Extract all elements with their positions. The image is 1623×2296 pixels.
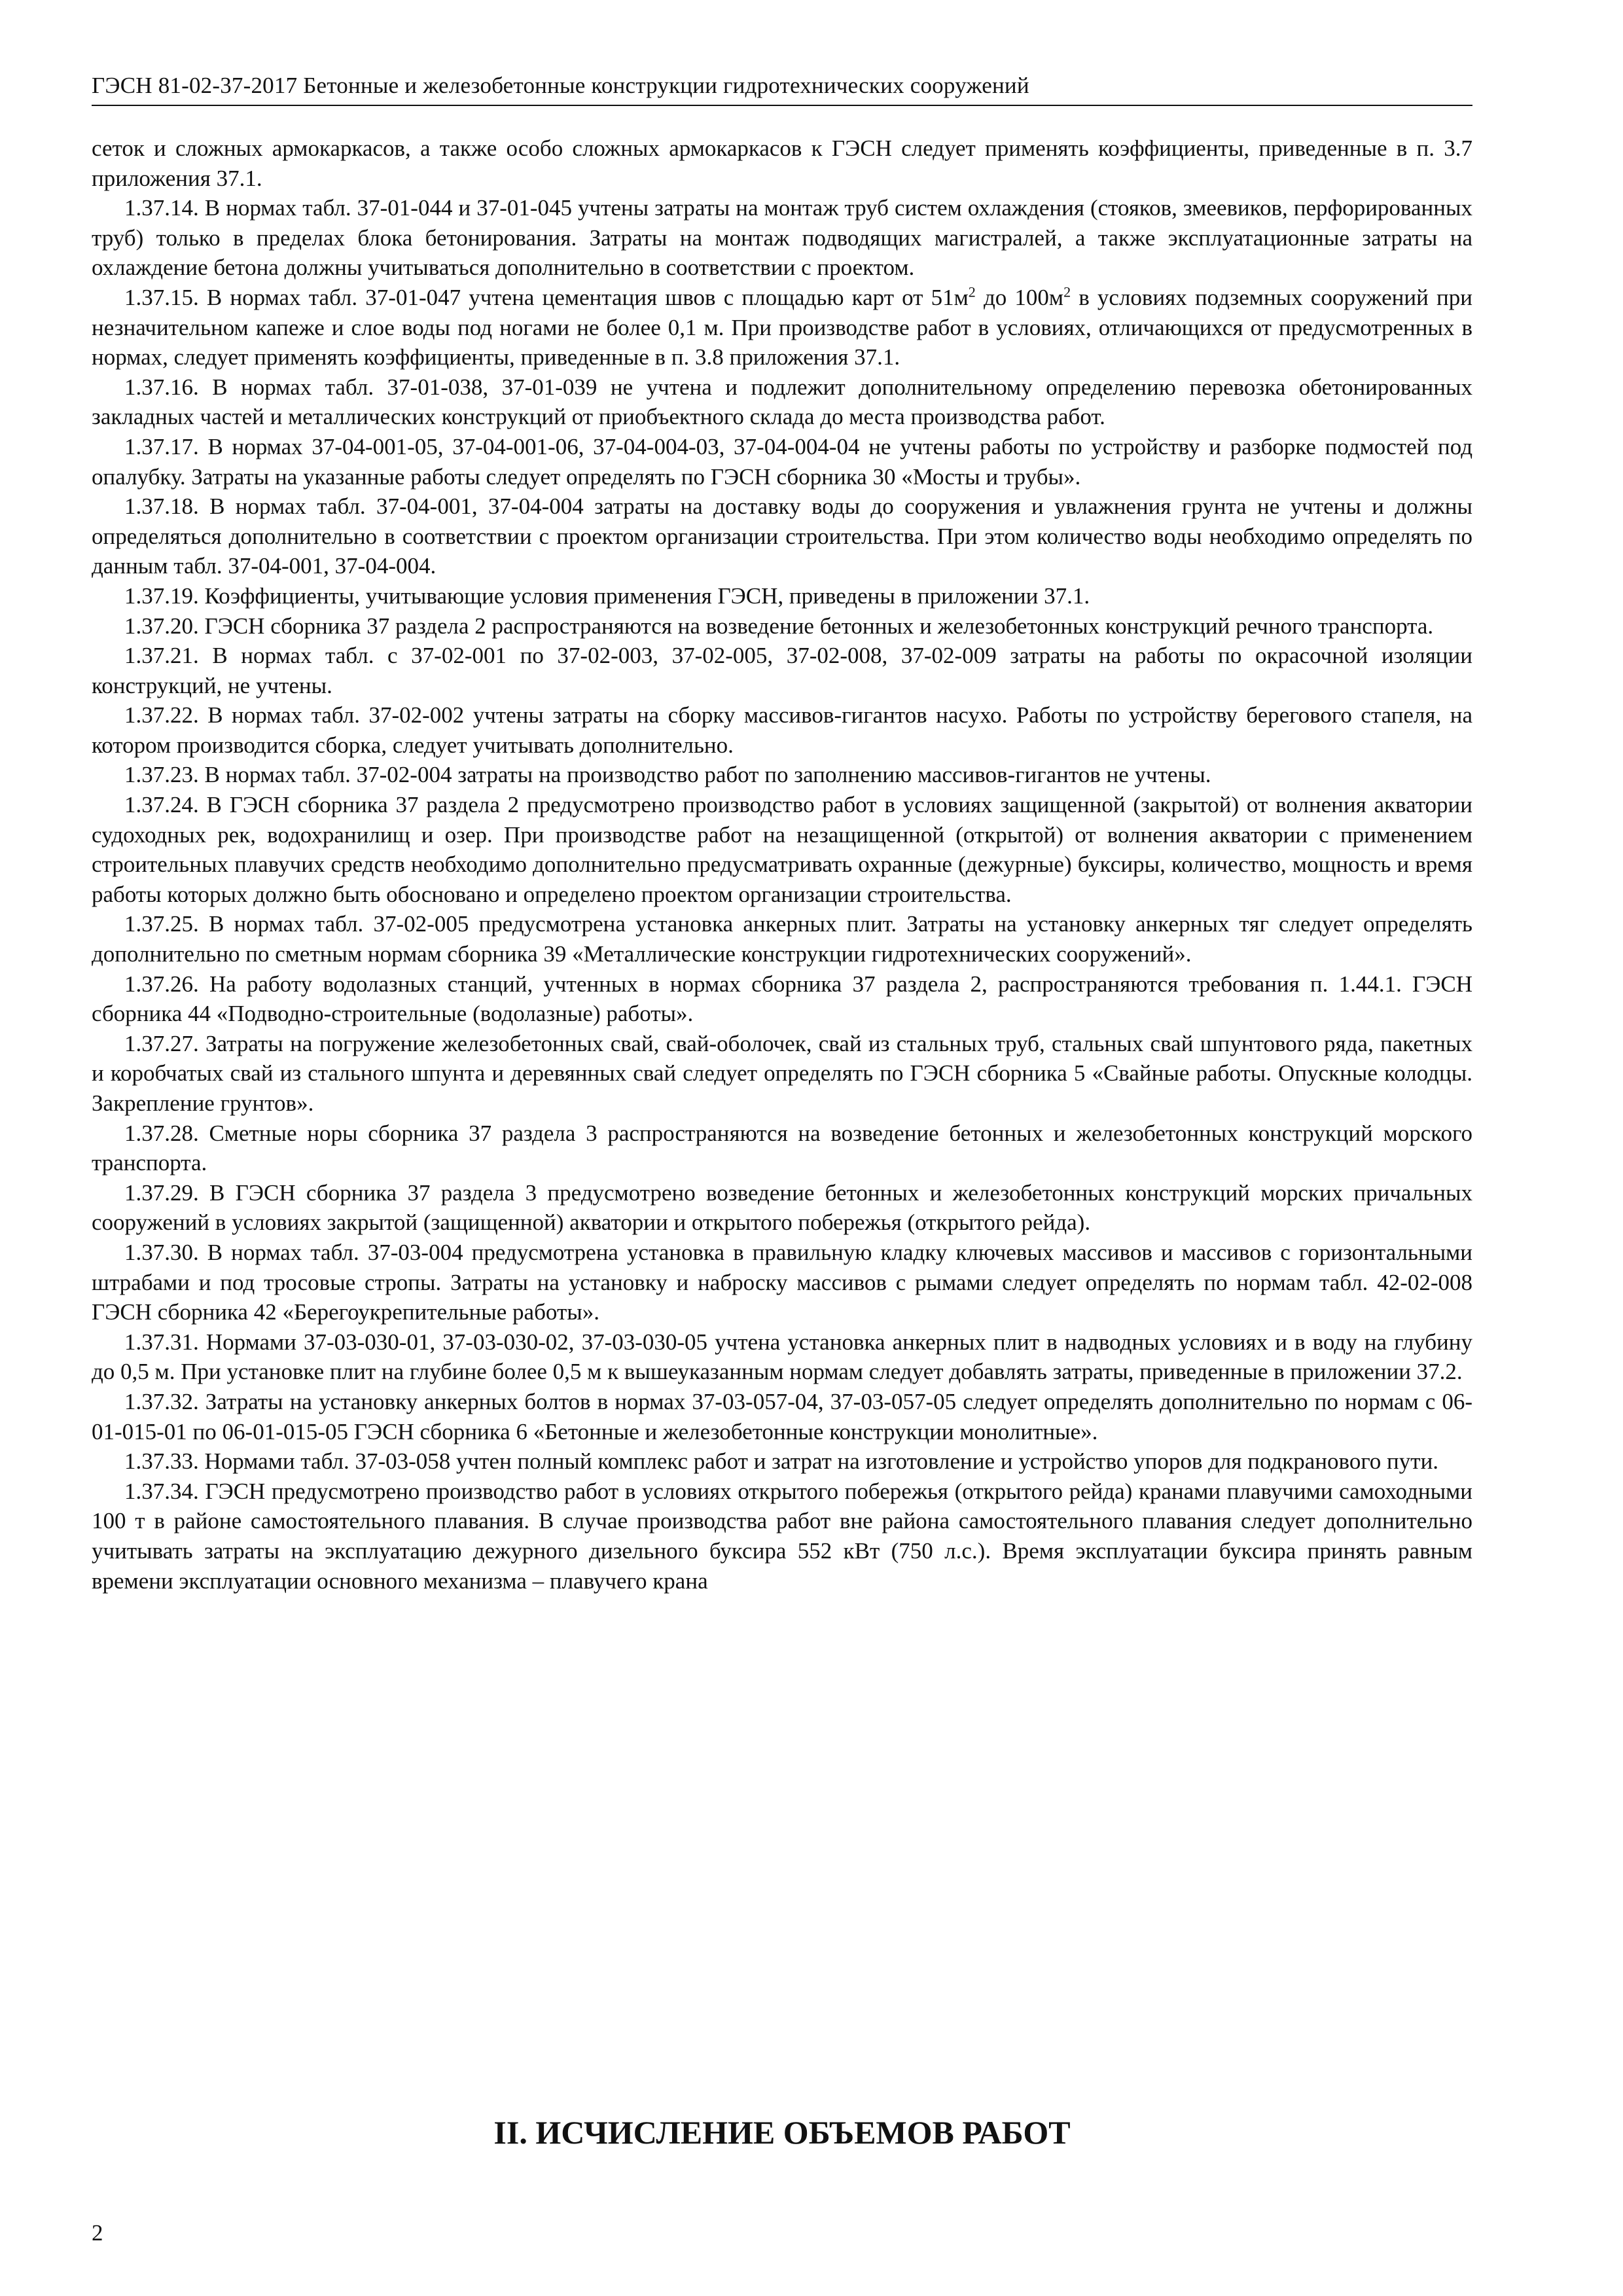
p15-text-a: 1.37.15. В нормах табл. 37-01-047 учтена цементация швов с площадью карт от 51м (124, 284, 969, 310)
page-number: 2 (92, 2220, 103, 2246)
paragraph-1-37-16: 1.37.16. В нормах табл. 37-01-038, 37-01-039 не учтена и подлежит дополнительному определению перевозка обетонированных закладных частей и металлических конструкций от приобъектного склада до места производства работ. (92, 374, 1472, 430)
paragraph-1-37-32: 1.37.32. Затраты на установку анкерных болтов в нормах 37-03-057-04, 37-03-057-05 следует определять дополнительно по нормам с 06-01-015-01 по 06-01-015-05 ГЭСН сборника 6 «Бетонные и железобетонные конструкции монолитные». (92, 1388, 1472, 1444)
p15-text-c: в условиях подземных сооружений при незначительном капеже и слое воды под ногами не более 0,1 м. При производстве работ в условиях, отличающихся от предусмотренных в нормах, следует применять коэффициенты, приведенные в п. 3.8 приложения 37.1. (92, 284, 1472, 370)
paragraph-1-37-17: 1.37.17. В нормах 37-04-001-05, 37-04-001-06, 37-04-004-03, 37-04-004-04 не учтены работы по устройству и разборке подмостей под опалубку. Затраты на указанные работы следует определять по ГЭСН сборника 30 «Мосты и трубы». (92, 433, 1472, 490)
body-text (92, 134, 1472, 1596)
paragraph-1-37-29: 1.37.29. В ГЭСН сборника 37 раздела 3 предусмотрено возведение бетонных и железобетонных конструкций морских причальных сооружений в условиях закрытой (защищенной) акватории и открытого побережья (открытого рейда). (92, 1179, 1472, 1236)
section-title: II. ИСЧИСЛЕНИЕ ОБЪЕМОВ РАБОТ (493, 2114, 1071, 2151)
paragraph-1-37-25: 1.37.25. В нормах табл. 37-02-005 предусмотрена установка анкерных плит. Затраты на установку анкерных тяг следует определять дополнительно по сметным нормам сборника 39 «Металлические конструкции гидротехнических сооружений». (92, 911, 1472, 967)
paragraph-1-37-27: 1.37.27. Затраты на погружение железобетонных свай, свай-оболочек, свай из стальных труб, стальных свай шпунтового ряда, пакетных и коробчатых свай из стального шпунта и деревянных свай следует определять по ГЭСН сборника 5 «Свайные работы. Опускные колодцы. Закрепление грунтов». (92, 1030, 1472, 1116)
running-header: ГЭСН 81-02-37-2017 Бетонные и железобетонные конструкции гидротехнических сооружений (92, 71, 1472, 106)
paragraph-1-37-22: 1.37.22. В нормах табл. 37-02-002 учтены затраты на сборку массивов-гигантов насухо. Работы по устройству берегового стапеля, на котором производится сборка, следует учитывать дополнительно. (92, 702, 1472, 758)
paragraph-1-37-14: 1.37.14. В нормах табл. 37-01-044 и 37-01-045 учтены затраты на монтаж труб систем охлаждения (стояков, змеевиков, перфорированных труб) только в пределах блока бетонирования. Затраты на монтаж подводящих магистралей, а также эксплуатационные затраты на охлаждение бетона должны учитываться дополнительно в соответствии с проектом. (92, 195, 1472, 281)
paragraph-1-37-15 (92, 283, 1472, 372)
p15-text-b: до 100м (975, 284, 1064, 310)
paragraph-1-37-20: 1.37.20. ГЭСН сборника 37 раздела 2 распространяются на возведение бетонных и железобетонных конструкций речного транспорта. (124, 613, 1434, 639)
paragraph-1-37-31: 1.37.31. Нормами 37-03-030-01, 37-03-030-02, 37-03-030-05 учтена установка анкерных плит в надводных условиях и в воду на глубину до 0,5 м. При установке плит на глубине более 0,5 м к вышеуказанным нормам следует добавлять затраты, приведенные в приложении 37.2. (92, 1329, 1472, 1385)
paragraph-1-37-21: 1.37.21. В нормах табл. с 37-02-001 по 37-02-003, 37-02-005, 37-02-008, 37-02-009 затраты на работы по окрасочной изоляции конструкций, не учтены. (92, 643, 1472, 698)
paragraph-continuation: сеток и сложных армокаркасов, а также особо сложных армокаркасов к ГЭСН следует применять коэффициенты, приведенные в п. 3.7 приложения 37.1. (92, 135, 1472, 191)
p15-sup-1: 2 (968, 283, 976, 300)
paragraph-1-37-24: 1.37.24. В ГЭСН сборника 37 раздела 2 предусмотрено производство работ в условиях защищенной (закрытой) от волнения акватории судоходных рек, водохранилищ и озер. При производстве работ на незащищенной (открытой) от волнения акватории с применением строительных плавучих средств необходимо дополнительно предусматривать охранные (дежурные) буксиры, количество, мощность и время работы которых должно быть обосновано и определено проектом организации строительства. (92, 792, 1472, 907)
paragraph-1-37-18: 1.37.18. В нормах табл. 37-04-001, 37-04-004 затраты на доставку воды до сооружения и увлажнения грунта не учтены и должны определяться дополнительно в соответствии с проектом организации строительства. При этом количество воды необходимо определять по данным табл. 37-04-001, 37-04-004. (92, 493, 1472, 579)
paragraph-1-37-30: 1.37.30. В нормах табл. 37-03-004 предусмотрена установка в правильную кладку ключевых массивов и массивов с горизонтальными штрабами и под тросовые стропы. Затраты на установку и наброску массивов с рымами следует определять по нормам табл. 42-02-008 ГЭСН сборника 42 «Берегоукрепительные работы». (92, 1239, 1472, 1325)
paragraph-1-37-34: 1.37.34. ГЭСН предусмотрено производство работ в условиях открытого побережья (открытого рейда) кранами плавучими самоходными 100 т в районе самостоятельного плавания. В случае производства работ вне района самостоятельного плавания следует дополнительно учитывать затраты на эксплуатацию дежурного дизельного буксира 552 кВт (750 л.с.). Время эксплуатации буксира принять равным времени эксплуатации основного механизма – плавучего крана (92, 1478, 1472, 1594)
paragraph-1-37-23: 1.37.23. В нормах табл. 37-02-004 затраты на производство работ по заполнению массивов-гигантов не учтены. (124, 762, 1211, 788)
paragraph-1-37-28: 1.37.28. Сметные норы сборника 37 раздела 3 распространяются на возведение бетонных и железобетонных конструкций морского транспорта. (92, 1120, 1472, 1176)
p15-sup-2: 2 (1063, 283, 1071, 300)
paragraph-1-37-19: 1.37.19. Коэффициенты, учитывающие условия применения ГЭСН, приведены в приложении 37.1. (124, 583, 1090, 609)
paragraph-1-37-33: 1.37.33. Нормами табл. 37-03-058 учтен полный комплекс работ и затрат на изготовление и устройство упоров для подкранового пути. (124, 1448, 1439, 1475)
paragraph-1-37-26: 1.37.26. На работу водолазных станций, учтенных в нормах сборника 37 раздела 2, распространяются требования п. 1.44.1. ГЭСН сборника 44 «Подводно-строительные (водолазные) работы». (92, 971, 1472, 1027)
